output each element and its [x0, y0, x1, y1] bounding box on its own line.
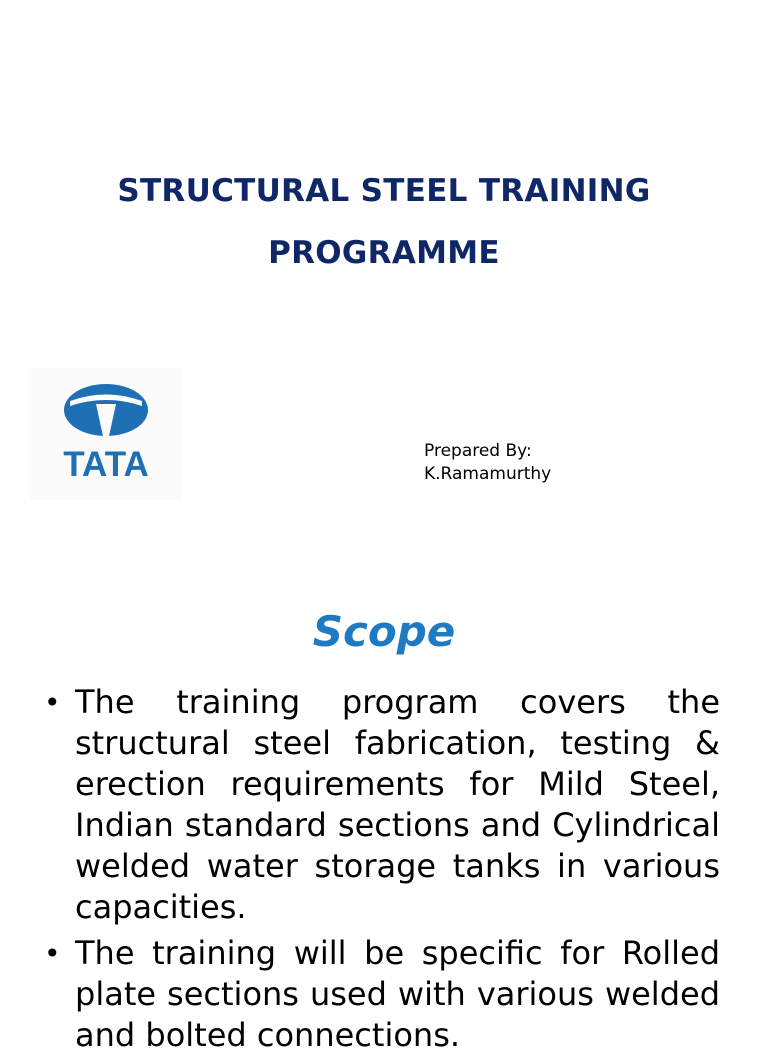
bullet-text: The training program covers the structural steel fabrication, testing & erection requirements for Mild Steel, Indian standard sections and Cylindrical welded water storage tanks in various capacities.	[75, 683, 720, 926]
tata-logo	[30, 368, 182, 500]
tata-logo-icon	[30, 368, 182, 500]
prepared-by	[424, 440, 551, 486]
scope-heading: Scope	[312, 607, 456, 656]
bullet-dot-icon: •	[44, 937, 61, 970]
bullet-item	[0, 933, 768, 1056]
slide-title-line-1: STRUCTURAL STEEL TRAINING	[117, 173, 651, 209]
bullet-list	[0, 682, 768, 1061]
slide-title	[40, 160, 728, 284]
scope-slide	[0, 586, 768, 1054]
bullet-item	[0, 682, 768, 928]
bullet-text: The training will be specific for Rolled plate sections used with various welded and bolted connections.	[75, 934, 720, 1054]
tata-wordmark: TATA	[63, 445, 149, 484]
bullet-dot-icon: •	[44, 686, 61, 719]
prepared-by-name: K.Ramamurthy	[424, 464, 552, 484]
prepared-by-label: Prepared By:	[424, 441, 532, 461]
slide-title-line-2: PROGRAMME	[268, 235, 500, 271]
